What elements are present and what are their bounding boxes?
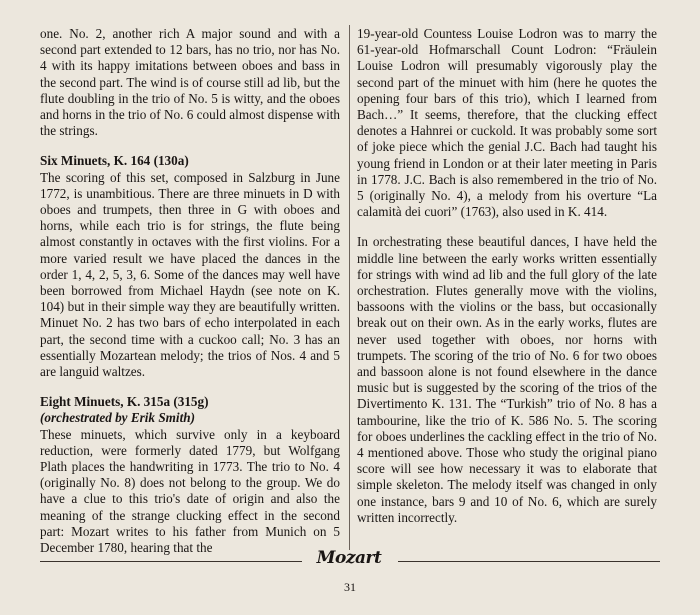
page-number: 31 (344, 580, 356, 594)
section-title-k315a: Eight Minuets, K. 315a (315g) (40, 394, 209, 410)
section-heading-k164: Six Minuets, K. 164 (130a) (40, 153, 189, 169)
section-heading-k315a (40, 394, 340, 426)
column-divider (349, 25, 350, 550)
orchestration-credit: (orchestrated by Erik Smith) (40, 410, 195, 426)
section-body-k315a: These minuets, which survive only in a keyboard reduction, were formerly dated 1779, but Wolfgang Plath places the handwriting in 1773. The trio to No. 4 (originally No. 8) does not belong to the group. We do have a clue to this trio's date of origin and also the meaning of the strange clucking effect in the second part: Mozart writes to his father from Munich on 5 December 1780, hearing that the (40, 426, 340, 556)
left-paragraph-continuation: one. No. 2, another rich A major sound and with a second part extended to 12 bars, has no trio, nor has No. 4 with its happy imitations between oboes and bass in the second part. The wind is of course still ad lib, but the flute doubling in the trio of No. 5 is witty, and the oboes and horns in the trio of No. 6 could almost dispense with the strings. (40, 26, 340, 139)
mozart-signature-logo: Mozart (316, 548, 382, 568)
right-paragraph-lodron: 19-year-old Countess Louise Lodron was to marry the 61-year-old Hofmarschall Count Lodron: “Fräulein Louise Lodron will presumably vigorously play the second part of the minuet with him (here he quotes the opening four bars of this trio), which I learned from Bach…” It seems, therefore, that the clucking effect denotes a Hahnrei or cuckold. It was probably some sort of joke piece which the genial J.C. Bach had taught his young friend in London or at their later meeting in Paris in 1778. J.C. Bach is also remembered in the trio of No. 5 (originally No. 4), a melody from his overture “La calamità dei cuori” (1763), also used in K. 414. (357, 26, 657, 220)
footer-rule-right (398, 561, 660, 562)
right-column (357, 26, 657, 540)
right-paragraph-orchestration: In orchestrating these beautiful dances, I have held the middle line between the early works written essentially for strings with wind ad lib and the full glory of the late orchestration. Flutes generally move with the violins, bassoons with the violins or the bass, but occasionally break out on their own. As in the early works, flutes are never used together with oboes, nor horns with trumpets. The scoring of the trio of No. 6 for two oboes and bassoon alone is not found elsewhere in the dance music but is suggested by the scoring of the trios of the Divertimento K. 131. The “Turkish” trio of No. 8 has a tambourine, like the trio of K. 586 No. 5. The scoring for oboes underlines the cackling effect in the trio of No. 4 mentioned above. Those who study the original piano score will see how necessary it was to elaborate that simple skeleton. The melody itself was changed in only one instance, bars 9 and 10 of No. 6, which are surely written incorrectly. (357, 234, 657, 525)
footer-rule-left (40, 561, 302, 562)
section-body-k164: The scoring of this set, composed in Salzburg in June 1772, is unambitious. There are three minuets in D with oboes and trumpets, then three in G with oboes and horns, while each trio is for strings, the flute being almost constantly in octaves with the first violins. For a more varied result we have placed the dances in the order 1, 4, 2, 5, 3, 6. Some of the dances may well have been borrowed from Michael Haydn (see note on K. 104) but in their simple way they are beautifully written. Minuet No. 2 has two bars of echo interpolated in each part, the second time with a cuckoo call; No. 3 has an essentially Mozartean melody; the trios of Nos. 4 and 5 are languid waltzes. (40, 169, 340, 380)
left-column (40, 26, 340, 570)
